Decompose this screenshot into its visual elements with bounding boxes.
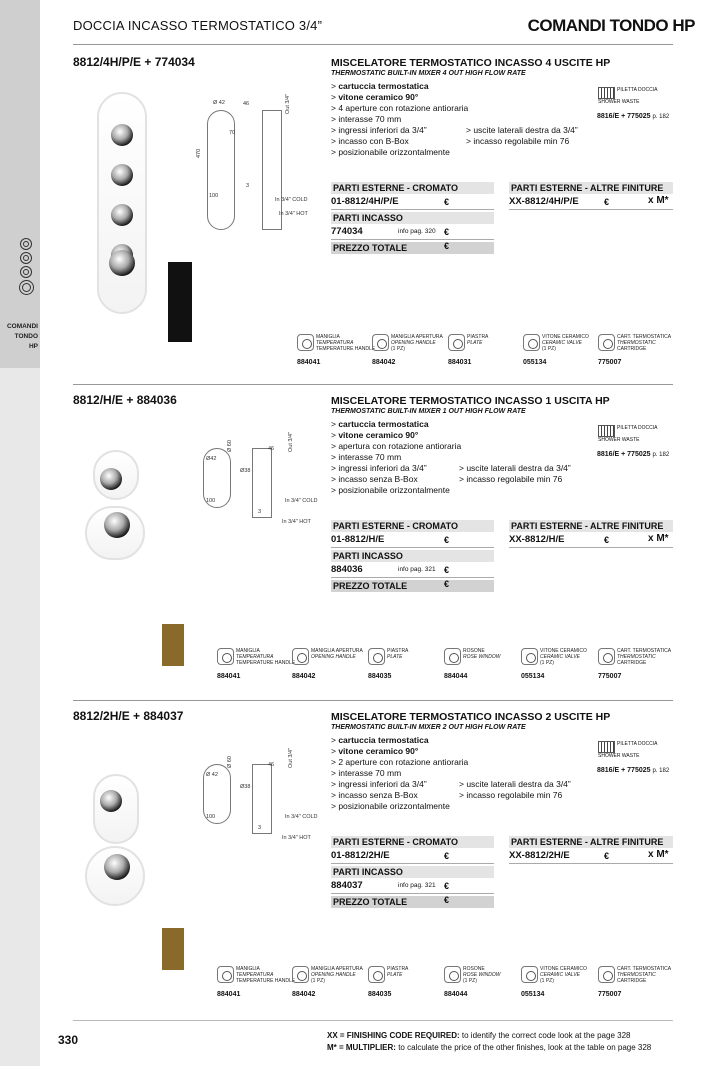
waste-code-value: 8816/E + 775025 xyxy=(597,767,651,774)
dimension-label: 3 xyxy=(258,825,262,831)
accessory-label xyxy=(236,648,295,666)
euro-sign: € xyxy=(444,197,450,207)
feature-line: > incasso regolabile min 76 xyxy=(466,136,570,146)
waste-page: p. 182 xyxy=(652,452,670,458)
acc-label-1: PIASTRA xyxy=(387,966,409,972)
acc-label-1: MANIGLIA xyxy=(236,648,260,654)
accessory-code: 884042 xyxy=(292,991,316,998)
accessory-label xyxy=(387,648,408,660)
acc-label-1: VITONE CERAMICO xyxy=(542,334,589,340)
accessory-icon xyxy=(217,648,234,665)
bar-chrome: PARTI ESTERNE - CROMATO xyxy=(331,520,494,532)
feature-line: > incasso regolabile min 76 xyxy=(459,790,563,800)
accessory-code: 884035 xyxy=(368,991,392,998)
euro-sign: € xyxy=(444,895,450,905)
incasso-code: 884037 xyxy=(331,880,363,891)
ring-icon xyxy=(20,266,32,278)
dimension-label: 3 xyxy=(258,509,262,515)
technical-drawing xyxy=(207,110,235,230)
dimension-label: 100 xyxy=(206,814,216,820)
divider xyxy=(73,1020,673,1021)
sidebar-label: COMANDI TONDO HP xyxy=(6,323,38,350)
header-series: COMANDI TONDO HP xyxy=(527,16,695,35)
dimension-label: 46 xyxy=(268,762,275,768)
accessory-label xyxy=(617,648,671,666)
acc-label-1: CART. TERMOSTATICA xyxy=(617,966,672,972)
accessory-icon xyxy=(523,334,540,351)
footer-note-multiplier: M* = MULTIPLIER: to calculate the price of the other finishes, look at the table on page 328 xyxy=(327,1043,652,1052)
dimension-label: Ø 60 xyxy=(227,440,233,452)
accessory-label xyxy=(542,334,589,352)
accessory-item xyxy=(444,966,501,984)
shower-waste-icon xyxy=(598,741,615,753)
multiplier: x M* xyxy=(648,849,669,860)
dimension-label: Out 3/4" xyxy=(288,432,294,452)
accessory-label xyxy=(540,966,587,984)
multiplier: x M* xyxy=(648,533,669,544)
feature-line: > posizionabile orizzontalmente xyxy=(331,485,450,495)
bar-incasso: PARTI INCASSO xyxy=(331,212,494,224)
dimension-label: Out 3/4" xyxy=(285,94,291,114)
round-handle-icon xyxy=(19,280,34,295)
accessory-label xyxy=(467,334,488,346)
incasso-code: 884036 xyxy=(331,564,363,575)
feature-prefix: > xyxy=(331,419,339,429)
b-box-image xyxy=(162,928,184,970)
waste-page: p. 182 xyxy=(652,768,670,774)
euro-sign: € xyxy=(444,579,450,589)
accessory-icon xyxy=(368,966,385,983)
feature-bold: cartuccia termostatica xyxy=(338,81,429,91)
shower-waste-accessory xyxy=(598,425,657,443)
acc-label-2: CERAMIC VALVE xyxy=(542,340,583,346)
accessory-label xyxy=(463,966,501,984)
feature-prefix: > interasse 70 mm xyxy=(331,768,402,778)
feature-bold: vitone ceramico 90° xyxy=(338,92,419,102)
waste-label-it: PILETTA DOCCIA xyxy=(617,741,658,747)
dimension-label: Ø 42 xyxy=(213,100,225,106)
accessory-code: 775007 xyxy=(598,673,622,680)
divider xyxy=(73,44,673,45)
feature-prefix: > interasse 70 mm xyxy=(331,452,402,462)
accessory-icon xyxy=(448,334,465,351)
acc-label-1: VITONE CERAMICO xyxy=(540,966,587,972)
feature-bold: cartuccia termostatica xyxy=(338,735,429,745)
feature-line xyxy=(331,92,418,103)
acc-label-1: MANIGLIA xyxy=(236,966,260,972)
feature-line xyxy=(331,81,429,92)
feature-line xyxy=(331,746,418,757)
accessory-item xyxy=(448,334,488,351)
acc-label-1: PIASTRA xyxy=(387,648,409,654)
bar-chrome: PARTI ESTERNE - CROMATO xyxy=(331,836,494,848)
accessory-item xyxy=(368,648,408,665)
feature-line xyxy=(331,103,468,114)
feature-line xyxy=(331,430,418,441)
bar-total-price: PREZZO TOTALE xyxy=(331,896,494,908)
waste-code xyxy=(597,113,669,120)
shower-waste-accessory xyxy=(598,741,657,759)
accessory-icon xyxy=(444,648,461,665)
feature-line xyxy=(331,452,401,463)
product-code: 8812/H/E + 884036 xyxy=(73,393,177,407)
handle-knob xyxy=(111,124,133,146)
dimension-label: In 3/4" HOT xyxy=(279,211,308,217)
accessory-item xyxy=(297,334,375,352)
feature-line: > incasso regolabile min 76 xyxy=(459,474,563,484)
feature-line xyxy=(331,441,461,452)
dimension-label: In 3/4" COLD xyxy=(285,814,318,820)
feature-line: > incasso senza B-Box xyxy=(331,790,418,800)
dimension-label: Out 3/4" xyxy=(288,748,294,768)
acc-label-2: CERAMIC VALVE xyxy=(540,654,581,660)
feature-line: > uscite laterali destra da 3/4” xyxy=(466,125,578,135)
dimension-label: In 3/4" HOT xyxy=(282,835,311,841)
sidebar-tab xyxy=(0,0,40,368)
feature-line: > incasso con B-Box xyxy=(331,136,409,146)
page-number: 330 xyxy=(58,1033,79,1047)
acc-label-1: MANIGLIA APERTURA xyxy=(311,648,363,654)
accessory-icon xyxy=(217,966,234,983)
chrome-code: 01-8812/2H/E xyxy=(331,850,390,861)
acc-label-2: TEMPERATURA xyxy=(236,654,274,660)
acc-label-1: ROSONE xyxy=(463,648,485,654)
accessory-label xyxy=(617,334,671,352)
accessory-item xyxy=(217,648,295,666)
acc-label-2: CERAMIC VALVE xyxy=(540,972,581,978)
accessory-item xyxy=(521,648,587,666)
acc-label-2: THERMOSTATIC xyxy=(617,972,656,978)
feature-prefix: > xyxy=(331,735,339,745)
acc-label-2: ROSE WINDOW xyxy=(463,972,501,978)
feature-line: > uscite laterali destra da 3/4” xyxy=(459,779,571,789)
acc-label-1: VITONE CERAMICO xyxy=(540,648,587,654)
accessory-label xyxy=(311,648,363,660)
feature-line: > ingressi inferiori da 3/4” xyxy=(331,779,427,789)
waste-label-it: PILETTA DOCCIA xyxy=(617,425,658,431)
product-subtitle: THERMOSTATIC BUILT-IN MIXER 1 OUT HIGH FLOW RATE xyxy=(331,408,526,415)
dimension-label: Ø 60 xyxy=(227,756,233,768)
divider xyxy=(331,863,494,864)
waste-code xyxy=(597,451,669,458)
feature-prefix: > xyxy=(331,81,339,91)
acc-label-3: CARTRIDGE xyxy=(617,660,647,666)
acc-label-3: TEMPERATURE HANDLE xyxy=(236,978,296,984)
feature-line xyxy=(331,768,401,779)
feature-line xyxy=(331,114,401,125)
accessory-icon xyxy=(598,334,615,351)
divider xyxy=(509,863,673,864)
accessory-label xyxy=(463,648,501,660)
dimension-label: 100 xyxy=(209,193,219,199)
accessory-code: 884044 xyxy=(444,991,468,998)
feature-prefix: > apertura con rotazione antioraria xyxy=(331,441,462,451)
euro-sign: € xyxy=(444,565,450,575)
feature-line: > ingressi inferiori da 3/4” xyxy=(331,463,427,473)
feature-prefix: > xyxy=(331,92,339,102)
product-code: 8812/2H/E + 884037 xyxy=(73,709,184,723)
dimension-label: Ø38 xyxy=(240,784,251,790)
incasso-code: 774034 xyxy=(331,226,363,237)
accessory-item xyxy=(521,966,587,984)
footer-note-xx: XX = FINISHING CODE REQUIRED: to identify the correct code look at the page 328 xyxy=(327,1031,631,1040)
acc-label-2: PLATE xyxy=(467,340,483,346)
feature-bold: vitone ceramico 90° xyxy=(338,430,419,440)
bar-other-finishes: PARTI ESTERNE - ALTRE FINITURE xyxy=(509,182,673,194)
accessory-icon xyxy=(444,966,461,983)
acc-label-3: (1 PZ) xyxy=(311,978,325,984)
chrome-code: 01-8812/4H/P/E xyxy=(331,196,399,207)
euro-sign: € xyxy=(604,535,610,545)
product-subtitle: THERMOSTATIC BUILT-IN MIXER 2 OUT HIGH FLOW RATE xyxy=(331,724,526,731)
acc-label-3: TEMPERATURE HANDLE xyxy=(236,660,296,666)
waste-code-value: 8816/E + 775025 xyxy=(597,451,651,458)
bar-other-finishes: PARTI ESTERNE - ALTRE FINITURE xyxy=(509,836,673,848)
accessory-code: 884042 xyxy=(292,673,316,680)
other-finish-code: XX-8812/4H/P/E xyxy=(509,196,579,207)
other-finish-code: XX-8812/H/E xyxy=(509,534,565,545)
acc-label-3: CARTRIDGE xyxy=(617,346,647,352)
acc-label-2: THERMOSTATIC xyxy=(617,654,656,660)
accessory-label xyxy=(617,966,671,984)
feature-line: > incasso senza B-Box xyxy=(331,474,418,484)
accessory-code: 884042 xyxy=(372,359,396,366)
bar-other-finishes: PARTI ESTERNE - ALTRE FINITURE xyxy=(509,520,673,532)
accessory-icon xyxy=(297,334,314,351)
acc-label-1: ROSONE xyxy=(463,966,485,972)
accessory-label xyxy=(236,966,295,984)
chrome-code: 01-8812/H/E xyxy=(331,534,385,545)
feature-prefix: > 2 aperture con rotazione antioraria xyxy=(331,757,469,767)
product-title: MISCELATORE TERMOSTATICO INCASSO 1 USCITA HP xyxy=(331,395,610,407)
multiplier: x M* xyxy=(648,195,669,206)
divider xyxy=(331,893,494,894)
acc-label-1: CART. TERMOSTATICA xyxy=(617,648,672,654)
accessory-label xyxy=(311,966,363,984)
feature-line: > uscite laterali destra da 3/4” xyxy=(459,463,571,473)
divider xyxy=(73,700,673,701)
sidebar-icons xyxy=(16,238,36,297)
accessory-item xyxy=(598,334,671,352)
acc-label-3: (1 PZ) xyxy=(542,346,556,352)
accessory-item xyxy=(372,334,443,352)
handle-knob xyxy=(111,164,133,186)
bar-incasso: PARTI INCASSO xyxy=(331,866,494,878)
acc-label-3: TEMPERATURE HANDLE xyxy=(316,346,376,352)
shower-waste-accessory xyxy=(598,87,657,105)
temperature-knob xyxy=(109,250,135,276)
accessory-item xyxy=(598,966,671,984)
ring-icon xyxy=(20,238,32,250)
dimension-label: Ø38 xyxy=(240,468,251,474)
waste-label-en: SHOWER WASTE xyxy=(598,99,640,105)
waste-code-value: 8816/E + 775025 xyxy=(597,113,651,120)
accessory-item xyxy=(292,966,363,984)
acc-label-3: (1 PZ) xyxy=(540,978,554,984)
feature-bold: vitone ceramico 90° xyxy=(338,746,419,756)
feature-prefix: > interasse 70 mm xyxy=(331,114,402,124)
accessory-code: 884041 xyxy=(217,991,241,998)
b-box-image xyxy=(168,262,192,342)
product-title: MISCELATORE TERMOSTATICO INCASSO 2 USCITE HP xyxy=(331,711,611,723)
handle-knob xyxy=(100,790,122,812)
handle-knob xyxy=(111,204,133,226)
accessory-code: 884041 xyxy=(217,673,241,680)
accessory-code: 884044 xyxy=(444,673,468,680)
acc-label-2: TEMPERATURA xyxy=(316,340,354,346)
feature-prefix: > xyxy=(331,746,339,756)
info-page: info pag. 321 xyxy=(398,882,436,889)
accessory-item xyxy=(598,648,671,666)
temperature-knob xyxy=(104,512,130,538)
divider xyxy=(331,239,494,240)
bar-total-price: PREZZO TOTALE xyxy=(331,580,494,592)
divider xyxy=(509,547,673,548)
accessory-item xyxy=(523,334,589,352)
other-finish-code: XX-8812/2H/E xyxy=(509,850,570,861)
euro-sign: € xyxy=(604,851,610,861)
dimension-label: 470 xyxy=(196,148,202,158)
acc-label-3: (1 PZ) xyxy=(463,978,477,984)
accessory-code: 055134 xyxy=(521,673,545,680)
temperature-knob xyxy=(104,854,130,880)
feature-prefix: > 4 aperture con rotazione antioraria xyxy=(331,103,469,113)
feature-line: > posizionabile orizzontalmente xyxy=(331,147,450,157)
feature-bold: cartuccia termostatica xyxy=(338,419,429,429)
dimension-label: 70 xyxy=(229,130,236,136)
divider xyxy=(509,209,673,210)
acc-label-2: THERMOSTATIC xyxy=(617,340,656,346)
acc-label-1: MANIGLIA APERTURA xyxy=(311,966,363,972)
waste-label-en: SHOWER WASTE xyxy=(598,753,640,759)
accessory-code: 884041 xyxy=(297,359,321,366)
acc-label-1: CART. TERMOSTATICA xyxy=(617,334,672,340)
acc-label-1: MANIGLIA APERTURA xyxy=(391,334,443,340)
acc-label-2: PLATE xyxy=(387,654,403,660)
acc-label-1: PIASTRA xyxy=(467,334,489,340)
accessory-code: 775007 xyxy=(598,991,622,998)
accessory-icon xyxy=(372,334,389,351)
acc-label-2: OPENING HANDLE xyxy=(311,972,356,978)
accessory-label xyxy=(387,966,408,978)
acc-label-2: ROSE WINDOW xyxy=(463,654,501,660)
bar-incasso: PARTI INCASSO xyxy=(331,550,494,562)
euro-sign: € xyxy=(444,851,450,861)
acc-label-2: TEMPERATURA xyxy=(236,972,274,978)
waste-label-it: PILETTA DOCCIA xyxy=(617,87,658,93)
accessory-icon xyxy=(368,648,385,665)
ring-icon xyxy=(20,252,32,264)
accessory-item xyxy=(217,966,295,984)
accessory-code: 055134 xyxy=(521,991,545,998)
feature-line: > ingressi inferiori da 3/4” xyxy=(331,125,427,135)
acc-label-3: (1 PZ) xyxy=(540,660,554,666)
feature-line xyxy=(331,419,429,430)
acc-label-3: (1 PZ) xyxy=(391,346,405,352)
acc-label-3: CARTRIDGE xyxy=(617,978,647,984)
waste-page: p. 182 xyxy=(652,114,670,120)
info-page: info pag. 321 xyxy=(398,566,436,573)
product-title: MISCELATORE TERMOSTATICO INCASSO 4 USCITE HP xyxy=(331,57,611,69)
divider xyxy=(331,547,494,548)
product-code: 8812/4H/P/E + 774034 xyxy=(73,55,195,69)
accessory-icon xyxy=(521,966,538,983)
accessory-icon xyxy=(292,966,309,983)
accessory-item xyxy=(368,966,408,983)
euro-sign: € xyxy=(444,535,450,545)
dimension-label: In 3/4" COLD xyxy=(275,197,308,203)
waste-code xyxy=(597,767,669,774)
b-box-image xyxy=(162,624,184,666)
feature-line xyxy=(331,735,429,746)
shower-waste-icon xyxy=(598,87,615,99)
accessory-label xyxy=(391,334,443,352)
divider xyxy=(331,577,494,578)
acc-label-1: MANIGLIA xyxy=(316,334,340,340)
euro-sign: € xyxy=(444,241,450,251)
feature-line xyxy=(331,757,468,768)
dimension-label: 100 xyxy=(206,498,216,504)
accessory-icon xyxy=(521,648,538,665)
divider xyxy=(73,384,673,385)
divider xyxy=(331,209,494,210)
accessory-code: 884035 xyxy=(368,673,392,680)
acc-label-2: OPENING HANDLE xyxy=(311,654,356,660)
dimension-label: 3 xyxy=(246,183,250,189)
product-subtitle: THERMOSTATIC BUILT-IN MIXER 4 OUT HIGH FLOW RATE xyxy=(331,70,526,77)
dimension-label: In 3/4" HOT xyxy=(282,519,311,525)
dimension-label: Ø 42 xyxy=(206,772,218,778)
dimension-label: Ø42 xyxy=(206,456,217,462)
handle-knob xyxy=(100,468,122,490)
shower-waste-icon xyxy=(598,425,615,437)
feature-line: > posizionabile orizzontalmente xyxy=(331,801,450,811)
header-category: DOCCIA INCASSO TERMOSTATICO 3/4” xyxy=(73,18,323,33)
accessory-icon xyxy=(598,648,615,665)
accessory-code: 884031 xyxy=(448,359,472,366)
accessory-code: 055134 xyxy=(523,359,547,366)
sidebar-strip xyxy=(0,368,40,1066)
acc-label-2: OPENING HANDLE xyxy=(391,340,436,346)
euro-sign: € xyxy=(444,227,450,237)
dimension-label: 46 xyxy=(243,101,250,107)
bar-total-price: PREZZO TOTALE xyxy=(331,242,494,254)
acc-label-2: PLATE xyxy=(387,972,403,978)
feature-prefix: > xyxy=(331,430,339,440)
waste-label-en: SHOWER WASTE xyxy=(598,437,640,443)
info-page: info pag. 320 xyxy=(398,228,436,235)
euro-sign: € xyxy=(604,197,610,207)
accessory-icon xyxy=(598,966,615,983)
dimension-label: In 3/4" COLD xyxy=(285,498,318,504)
accessory-label xyxy=(540,648,587,666)
dimension-label: 46 xyxy=(268,446,275,452)
accessory-item xyxy=(444,648,501,665)
bar-chrome: PARTI ESTERNE - CROMATO xyxy=(331,182,494,194)
accessory-label xyxy=(316,334,375,352)
accessory-icon xyxy=(292,648,309,665)
euro-sign: € xyxy=(444,881,450,891)
accessory-code: 775007 xyxy=(598,359,622,366)
accessory-item xyxy=(292,648,363,665)
